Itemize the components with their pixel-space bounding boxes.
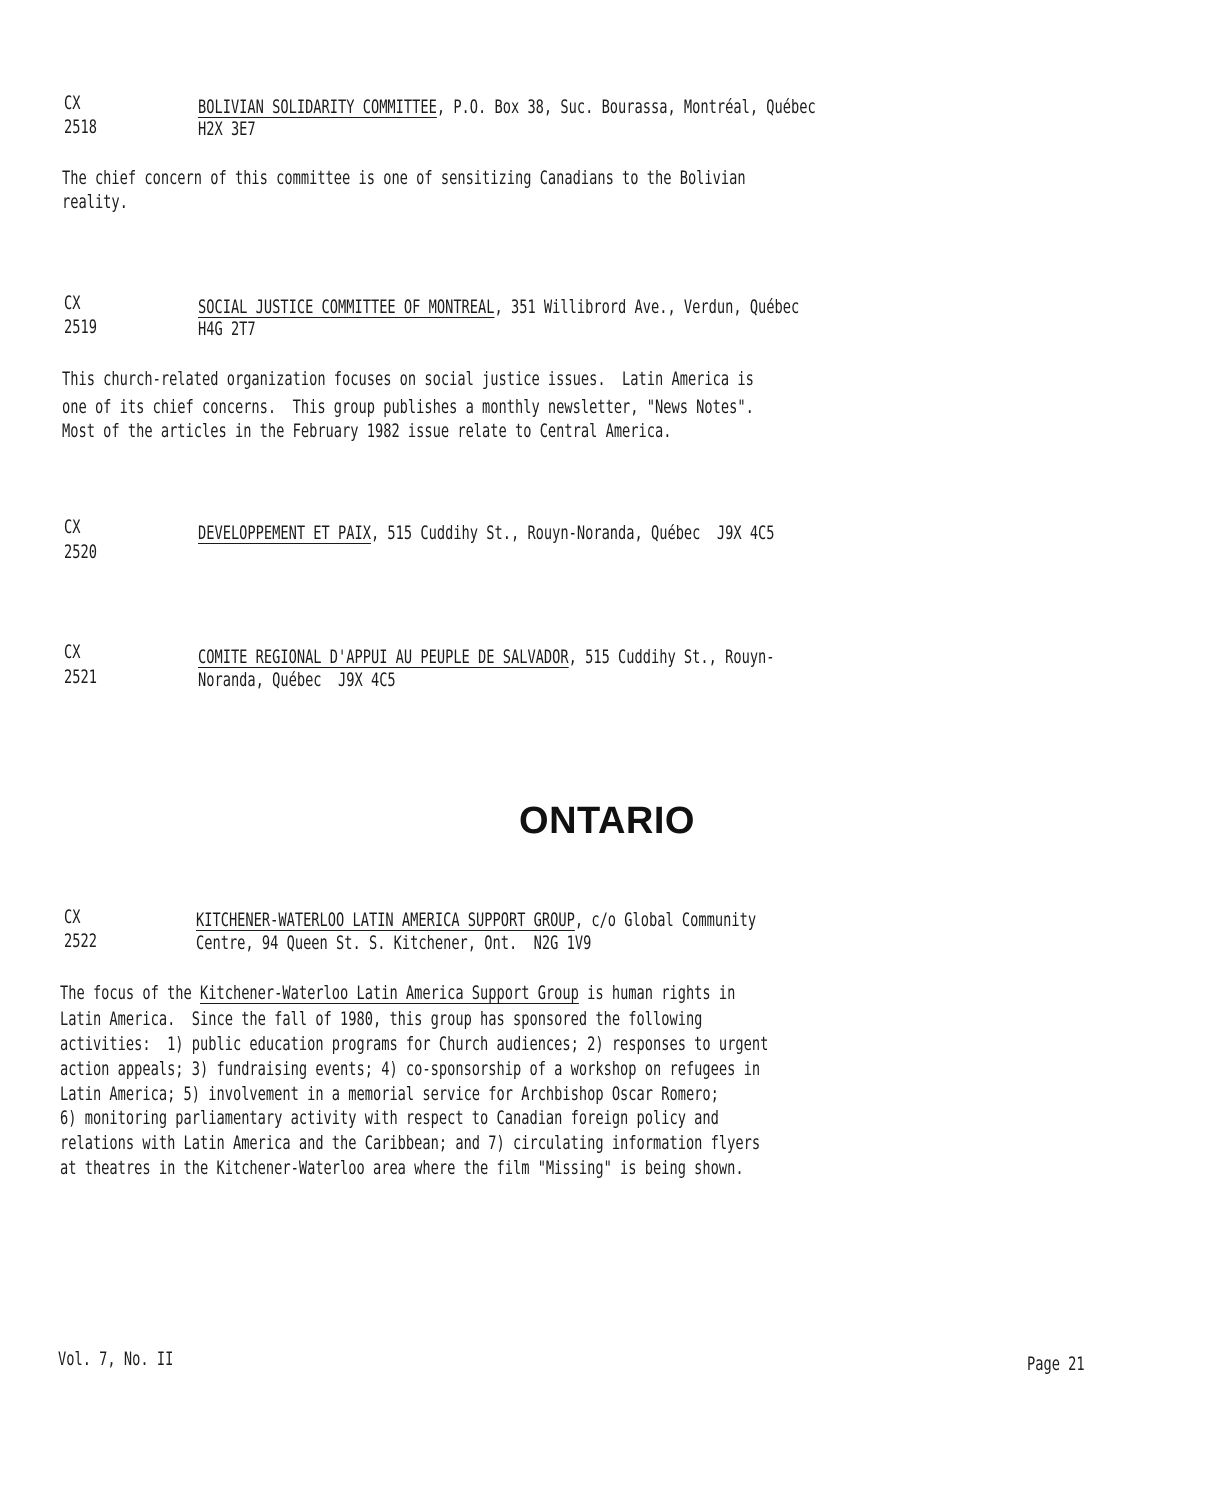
entry-code-number: 2522	[64, 930, 97, 952]
description-text: is human rights in	[578, 982, 736, 1004]
entry-code-number: 2521	[64, 666, 97, 688]
entry-heading-line	[198, 296, 799, 319]
entry-description-line: Latin America; 5) involvement in a memorial service for Archbishop Oscar Romero;	[60, 1083, 719, 1105]
section-heading: ONTARIO	[519, 800, 695, 842]
entry-description-line: Latin America. Since the fall of 1980, this group has sponsored the following	[60, 1008, 703, 1030]
organization-address-line2: H4G 2T7	[198, 318, 256, 340]
entry-heading-line	[198, 646, 775, 669]
organization-address: , 351 Willibrord Ave., Verdun, Québec	[494, 296, 800, 318]
footer-page-number: Page 21	[1027, 1353, 1085, 1375]
entry-code-number: 2520	[64, 541, 97, 563]
entry-description-line: relations with Latin America and the Caribbean; and 7) circulating information flyers	[60, 1132, 761, 1154]
entry-code-prefix: CX	[64, 92, 81, 114]
footer-volume: Vol. 7, No. II	[58, 1348, 174, 1370]
entry-heading-line	[196, 909, 756, 932]
entry-code-prefix: CX	[64, 292, 81, 314]
organization-address-line2: Centre, 94 Queen St. S. Kitchener, Ont. N2G 1V9	[196, 932, 592, 954]
entry-description-line: This church-related organization focuses on social justice issues. Latin America is	[62, 368, 754, 390]
organization-name: COMITE REGIONAL D'APPUI AU PEUPLE DE SALVADOR	[198, 646, 569, 668]
entry-description-line: one of its chief concerns. This group publishes a monthly newsletter, "News Notes".	[62, 396, 754, 418]
organization-address: , 515 Cuddihy St., Rouyn-Noranda, Québec J9X 4C5	[370, 522, 775, 544]
entry-heading-line	[198, 96, 816, 119]
entry-description-line: action appeals; 3) fundraising events; 4) co-sponsorship of a workshop on refugees in	[60, 1058, 761, 1080]
organization-name: SOCIAL JUSTICE COMMITTEE OF MONTREAL	[198, 296, 495, 318]
entry-description-line: The chief concern of this committee is one of sensitizing Canadians to the Bolivian	[62, 167, 746, 189]
description-text: The focus of the	[60, 982, 201, 1004]
entry-description-line: 6) monitoring parliamentary activity with respect to Canadian foreign policy and	[60, 1107, 719, 1129]
entry-code-number: 2519	[64, 316, 97, 338]
entry-code-prefix: CX	[64, 906, 81, 928]
organization-address: , 515 Cuddihy St., Rouyn-	[568, 646, 775, 668]
entry-description-line: at theatres in the Kitchener-Waterloo area where the film "Missing" is being shown.	[60, 1157, 744, 1179]
entry-description-line: activities: 1) public education programs for Church audiences; 2) responses to urgent	[60, 1033, 769, 1055]
organization-address-line2: Noranda, Québec J9X 4C5	[198, 669, 396, 691]
entry-code-prefix: CX	[64, 641, 81, 663]
organization-name: DEVELOPPEMENT ET PAIX	[198, 522, 371, 544]
organization-address-line2: H2X 3E7	[198, 118, 256, 140]
entry-description-line	[60, 982, 735, 1006]
entry-code-prefix: CX	[64, 516, 81, 538]
organization-name-reference: Kitchener-Waterloo Latin America Support Group	[200, 982, 579, 1004]
organization-address: , c/o Global Community	[574, 909, 757, 931]
entry-code-number: 2518	[64, 116, 97, 138]
organization-name: BOLIVIAN SOLIDARITY COMMITTEE	[198, 96, 437, 118]
entry-description-line: reality.	[62, 191, 128, 213]
organization-name: KITCHENER-WATERLOO LATIN AMERICA SUPPORT GROUP	[196, 909, 575, 931]
entry-heading-line	[198, 522, 775, 545]
organization-address: , P.O. Box 38, Suc. Bourassa, Montréal, Québec	[436, 96, 816, 118]
entry-description-line: Most of the articles in the February 1982 issue relate to Central America.	[62, 420, 672, 442]
